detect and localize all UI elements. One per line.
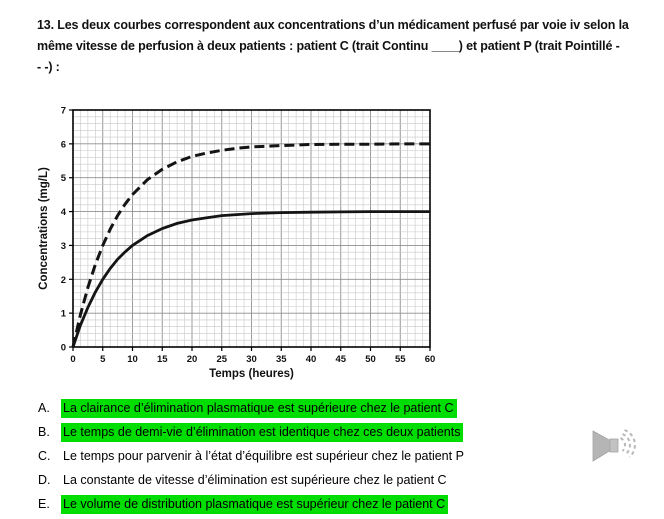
svg-text:55: 55 — [394, 354, 406, 365]
svg-text:10: 10 — [127, 354, 138, 365]
svg-text:35: 35 — [275, 354, 287, 365]
answer-option-b[interactable] — [38, 423, 638, 442]
svg-text:20: 20 — [186, 354, 198, 365]
svg-text:15: 15 — [156, 354, 168, 365]
svg-text:60: 60 — [424, 354, 436, 365]
svg-text:3: 3 — [60, 240, 66, 252]
svg-text:5: 5 — [60, 173, 66, 185]
svg-text:1: 1 — [60, 308, 66, 320]
question-block — [37, 15, 664, 78]
concentration-time-chart — [35, 96, 445, 391]
answer-letter: E. — [38, 497, 50, 511]
svg-text:50: 50 — [365, 354, 376, 365]
answer-option-c[interactable] — [38, 447, 638, 466]
answer-text-highlighted: La clairance d’élimination plasmatique est supérieure chez le patient C — [61, 399, 457, 418]
question-line-3: - -) : — [37, 60, 60, 74]
speaker-icon[interactable] — [590, 422, 636, 470]
svg-text:25: 25 — [216, 354, 228, 365]
answer-text-highlighted: Le temps de demi-vie d’élimination est identique chez ces deux patients — [61, 423, 463, 442]
x-axis-title: Temps (heures) — [209, 368, 294, 380]
svg-text:30: 30 — [246, 354, 257, 365]
answer-list — [38, 399, 638, 519]
speaker-body — [610, 439, 618, 452]
svg-text:45: 45 — [335, 354, 347, 365]
svg-text:40: 40 — [305, 354, 317, 365]
answer-text-highlighted: Le volume de distribution plasmatique est supérieur chez le patient C — [61, 495, 448, 514]
svg-text:0: 0 — [60, 342, 66, 354]
answer-option-a[interactable] — [38, 399, 638, 418]
svg-text:4: 4 — [60, 207, 66, 219]
answer-option-e[interactable] — [38, 495, 638, 514]
sound-waves — [621, 430, 635, 457]
svg-text:5: 5 — [100, 354, 106, 365]
svg-text:2: 2 — [60, 274, 66, 286]
axis-ticks — [69, 110, 430, 351]
answer-letter: C. — [38, 449, 51, 463]
y-tick-labels — [61, 106, 67, 354]
chart-svg — [35, 96, 445, 391]
x-tick-labels — [70, 354, 435, 365]
answer-letter: A. — [38, 401, 50, 415]
speaker-icon-svg — [590, 422, 636, 470]
svg-text:7: 7 — [60, 105, 66, 117]
svg-text:0: 0 — [70, 354, 76, 365]
y-axis-title: Concentrations (mg/L) — [38, 167, 50, 290]
answer-option-d[interactable] — [38, 471, 638, 490]
question-line-2: même vitesse de perfusion à deux patients : patient C (trait Continu ____) et patient P (trait Pointillé - — [37, 39, 620, 53]
answer-text: Le temps pour parvenir à l’état d’équilibre est supérieur chez le patient P — [63, 449, 464, 463]
speaker-horn — [593, 431, 611, 461]
answer-text: La constante de vitesse d’élimination est supérieure chez le patient C — [63, 473, 447, 487]
question-line-1: 13. Les deux courbes correspondent aux concentrations d’un médicament perfusé par voie iv selon la — [37, 18, 629, 32]
answer-letter: B. — [38, 425, 50, 439]
svg-text:6: 6 — [60, 139, 66, 151]
answer-letter: D. — [38, 473, 51, 487]
